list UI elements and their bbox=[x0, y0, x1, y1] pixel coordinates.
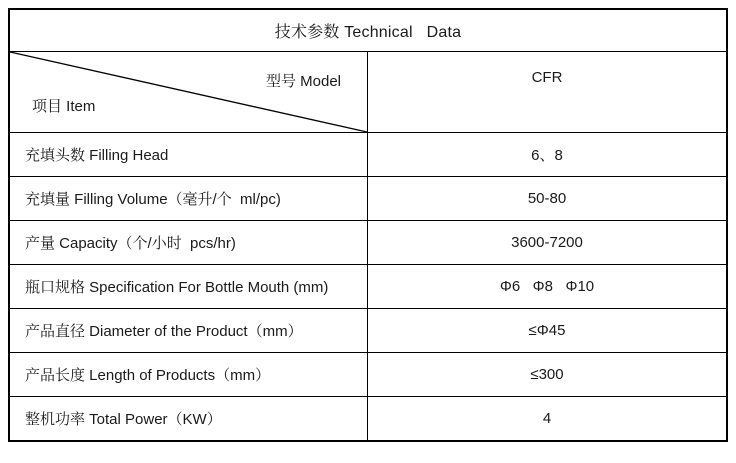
row-label: 产量 Capacity（个/小时 pcs/hr) bbox=[10, 221, 368, 264]
model-column-label: 型号 Model bbox=[265, 73, 341, 90]
row-label: 产品直径 Diameter of the Product（mm） bbox=[10, 309, 368, 352]
row-label: 产品长度 Length of Products（mm） bbox=[10, 353, 368, 396]
item-column-label: 项目 Item bbox=[32, 98, 96, 115]
table-row-bottle-mouth bbox=[10, 264, 726, 308]
table-title-row bbox=[10, 10, 726, 51]
table-row-filling-head bbox=[10, 132, 726, 176]
row-value: 50-80 bbox=[527, 190, 567, 207]
table-row-filling-volume bbox=[10, 176, 726, 220]
model-value-cell: CFR bbox=[531, 69, 563, 86]
table-title: 技术参数 Technical Data bbox=[274, 24, 462, 41]
technical-data-table bbox=[8, 8, 728, 442]
row-value: 6、8 bbox=[531, 147, 563, 164]
table-header-row bbox=[10, 51, 726, 132]
diagonal-divider-line bbox=[10, 52, 367, 132]
row-label: 充填量 Filling Volume（毫升/个 ml/pc) bbox=[10, 177, 368, 220]
row-value: Φ6 Φ8 Φ10 bbox=[499, 278, 595, 295]
table-row-capacity bbox=[10, 220, 726, 264]
table-row-product-length bbox=[10, 352, 726, 396]
table-row-total-power bbox=[10, 396, 726, 440]
row-label: 整机功率 Total Power（KW） bbox=[10, 397, 368, 440]
header-diagonal-cell bbox=[10, 52, 368, 132]
row-value: ≤300 bbox=[530, 366, 564, 383]
row-value: 3600-7200 bbox=[511, 234, 583, 251]
row-label: 充填头数 Filling Head bbox=[10, 133, 368, 176]
table-row-product-diameter bbox=[10, 308, 726, 352]
row-value: 4 bbox=[542, 410, 552, 427]
row-label: 瓶口规格 Specification For Bottle Mouth (mm) bbox=[10, 265, 368, 308]
row-value: ≤Φ45 bbox=[528, 322, 566, 339]
